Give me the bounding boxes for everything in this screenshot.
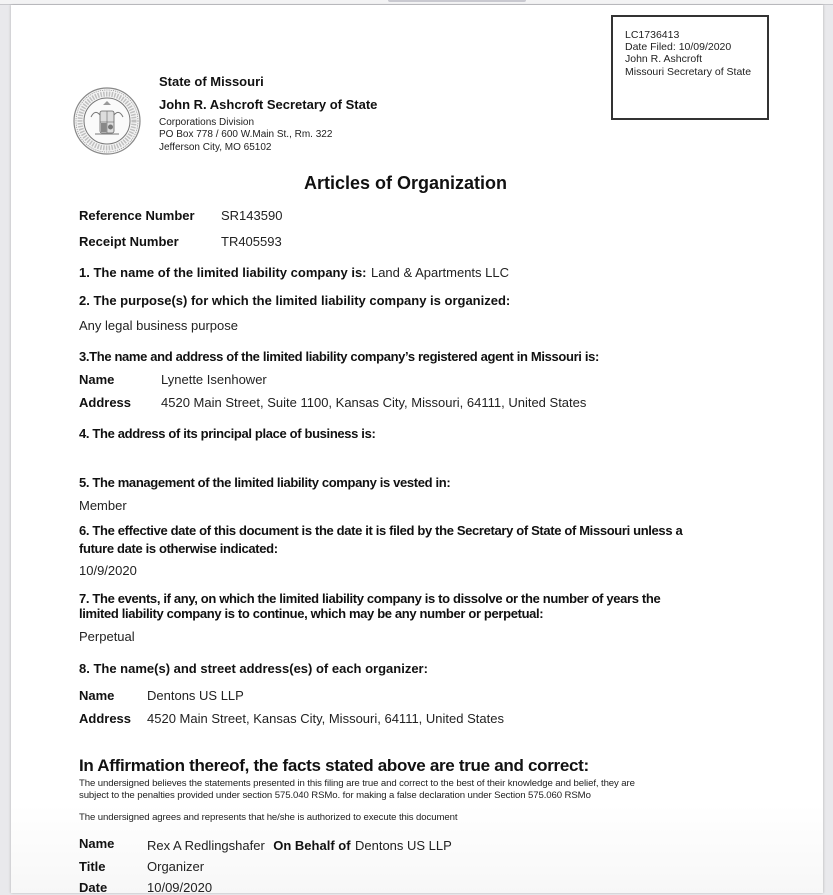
signer-row	[147, 837, 452, 855]
effective-date-value: 10/9/2020	[79, 563, 137, 578]
on-behalf-value: Dentons US LLP	[354, 838, 452, 853]
document-title: Articles of Organization	[304, 173, 508, 193]
header-address	[159, 117, 332, 154]
signer-name-label: Name	[79, 836, 115, 851]
receipt-number-value: TR405593	[221, 234, 282, 249]
receipt-number-label: Receipt Number	[79, 234, 179, 249]
state-seal-icon	[73, 87, 141, 155]
section-1	[79, 264, 509, 282]
header-city: Jefferson City, MO 65102	[159, 141, 272, 153]
management-value: Member	[79, 498, 127, 513]
signer-title-value: Organizer	[147, 859, 205, 874]
date-filed: Date Filed: 10/09/2020	[625, 41, 732, 54]
section-7-question-line1: 7. The events, if any, on which the limited liability company is to dissolve or the number of years the	[79, 591, 661, 606]
section-7-question-line2: limited liability company is to continue, which may be any number or perpetual:	[79, 606, 544, 621]
filing-number: LC1736413	[625, 29, 680, 41]
affirmation-title: In Affirmation thereof, the facts stated above are true and correct:	[79, 756, 589, 775]
section-6-question-line2: future date is otherwise indicated:	[79, 541, 278, 556]
header-po-box: PO Box 778 / 600 W.Main St., Rm. 322	[159, 129, 333, 141]
header-secretary: John R. Ashcroft Secretary of State	[159, 97, 378, 112]
organizer-name-value: Dentons US LLP	[147, 688, 244, 703]
organizer-address-label: Address	[79, 711, 132, 726]
affirmation-statement-line2: subject to the penalties provided under section 575.040 RSMo. for making a false declaration under Section 575.060 RSMo	[79, 790, 591, 801]
signer-date-value: 10/09/2020	[147, 880, 213, 895]
affirmation-statement	[79, 778, 635, 802]
authorization-statement: The undersigned agrees and represents that he/she is authorized to execute this document	[79, 812, 458, 823]
secretary-title: Missouri Secretary of State	[625, 65, 752, 78]
filed-stamp-box	[611, 15, 769, 120]
affirmation-statement-line1: The undersigned believes the statements presented in this filing are true and correct to the best of their knowledge and belief, they are	[79, 778, 635, 789]
header-state: State of Missouri	[159, 74, 264, 89]
section-2-question: 2. The purpose(s) for which the limited liability company is organized:	[79, 293, 511, 308]
section-6-question-line1: 6. The effective date of this document is the date it is filed by the Secretary of State of Missouri unless a	[79, 523, 683, 538]
reference-number-label: Reference Number	[79, 208, 195, 223]
company-purpose: Any legal business purpose	[79, 318, 238, 333]
section-1-question: 1. The name of the limited liability company is:	[79, 265, 367, 280]
signer-date-label: Date	[79, 880, 108, 895]
header-division: Corporations Division	[159, 117, 255, 128]
signer-title-label: Title	[79, 859, 106, 874]
duration-value: Perpetual	[79, 629, 135, 644]
agent-address-label: Address	[79, 395, 132, 410]
document-page	[11, 5, 823, 893]
signer-name-value: Rex A Redlingshafer	[147, 838, 265, 853]
organizer-address-value: 4520 Main Street, Kansas City, Missouri, 64111, United States	[147, 711, 504, 726]
agent-name-label: Name	[79, 372, 115, 387]
agent-name-value: Lynette Isenhower	[161, 372, 267, 387]
section-3-question: 3.The name and address of the limited liability company’s registered agent in Missouri is:	[79, 349, 599, 364]
section-4-question: 4. The address of its principal place of business is:	[79, 426, 376, 441]
secretary-name: John R. Ashcroft	[625, 53, 703, 66]
agent-address-value: 4520 Main Street, Suite 1100, Kansas City, Missouri, 64111, United States	[161, 395, 587, 410]
section-5-question: 5. The management of the limited liability company is vested in:	[79, 475, 451, 490]
section-8-question: 8. The name(s) and street address(es) of each organizer:	[79, 661, 428, 676]
on-behalf-label: On Behalf of	[273, 838, 351, 853]
organizer-name-label: Name	[79, 688, 115, 703]
reference-number-value: SR143590	[221, 208, 283, 223]
horizontal-scroll-thumb[interactable]	[388, 0, 526, 2]
company-name: Land & Apartments LLC	[370, 265, 509, 280]
